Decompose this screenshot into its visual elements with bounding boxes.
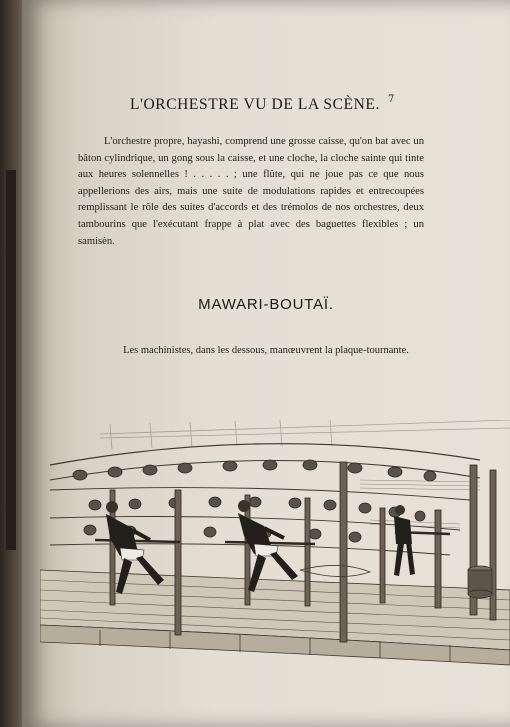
paragraph-line: pas ce que nous appellerions des airs, mais une suite de modulations rapides — [78, 169, 424, 197]
section-title: MAWARI-BOUTAÏ. — [198, 296, 334, 313]
paragraph-line: de nos orchestres, deux tambourins que l'exécutant frappe à plat avec des — [78, 202, 424, 230]
paragraph-line: sainte qui tinte aux heures solennelles ! . . . . . ; une flûte, qui ne joue — [78, 152, 425, 181]
book-page — [22, 0, 510, 727]
paragraph-line: avec un bâton cylindrique, un gong sous la caisse, et une cloche, la cloche — [78, 136, 424, 164]
running-head: L'ORCHESTRE VU DE LA SCÈNE. — [130, 96, 380, 113]
paragraph-line: baguettes flexibles ; un samisèn. — [78, 218, 425, 247]
stage-machinery-illustration — [40, 420, 510, 700]
body-paragraph — [78, 134, 424, 250]
adjacent-page-strip — [6, 170, 16, 550]
page-number: 7 — [388, 94, 395, 105]
paragraph-line: et entrecoupées remplissant le rôle des suites d'accords et des trémolos — [78, 185, 424, 214]
barrel — [468, 566, 492, 598]
illustration-caption: Les machinistes, dans les dessous, manœuvrent la plaque-tournante. — [123, 345, 409, 356]
paragraph-line: L'orchestre propre, hayashi, comprend une grosse caisse, qu'on bat — [104, 136, 389, 147]
